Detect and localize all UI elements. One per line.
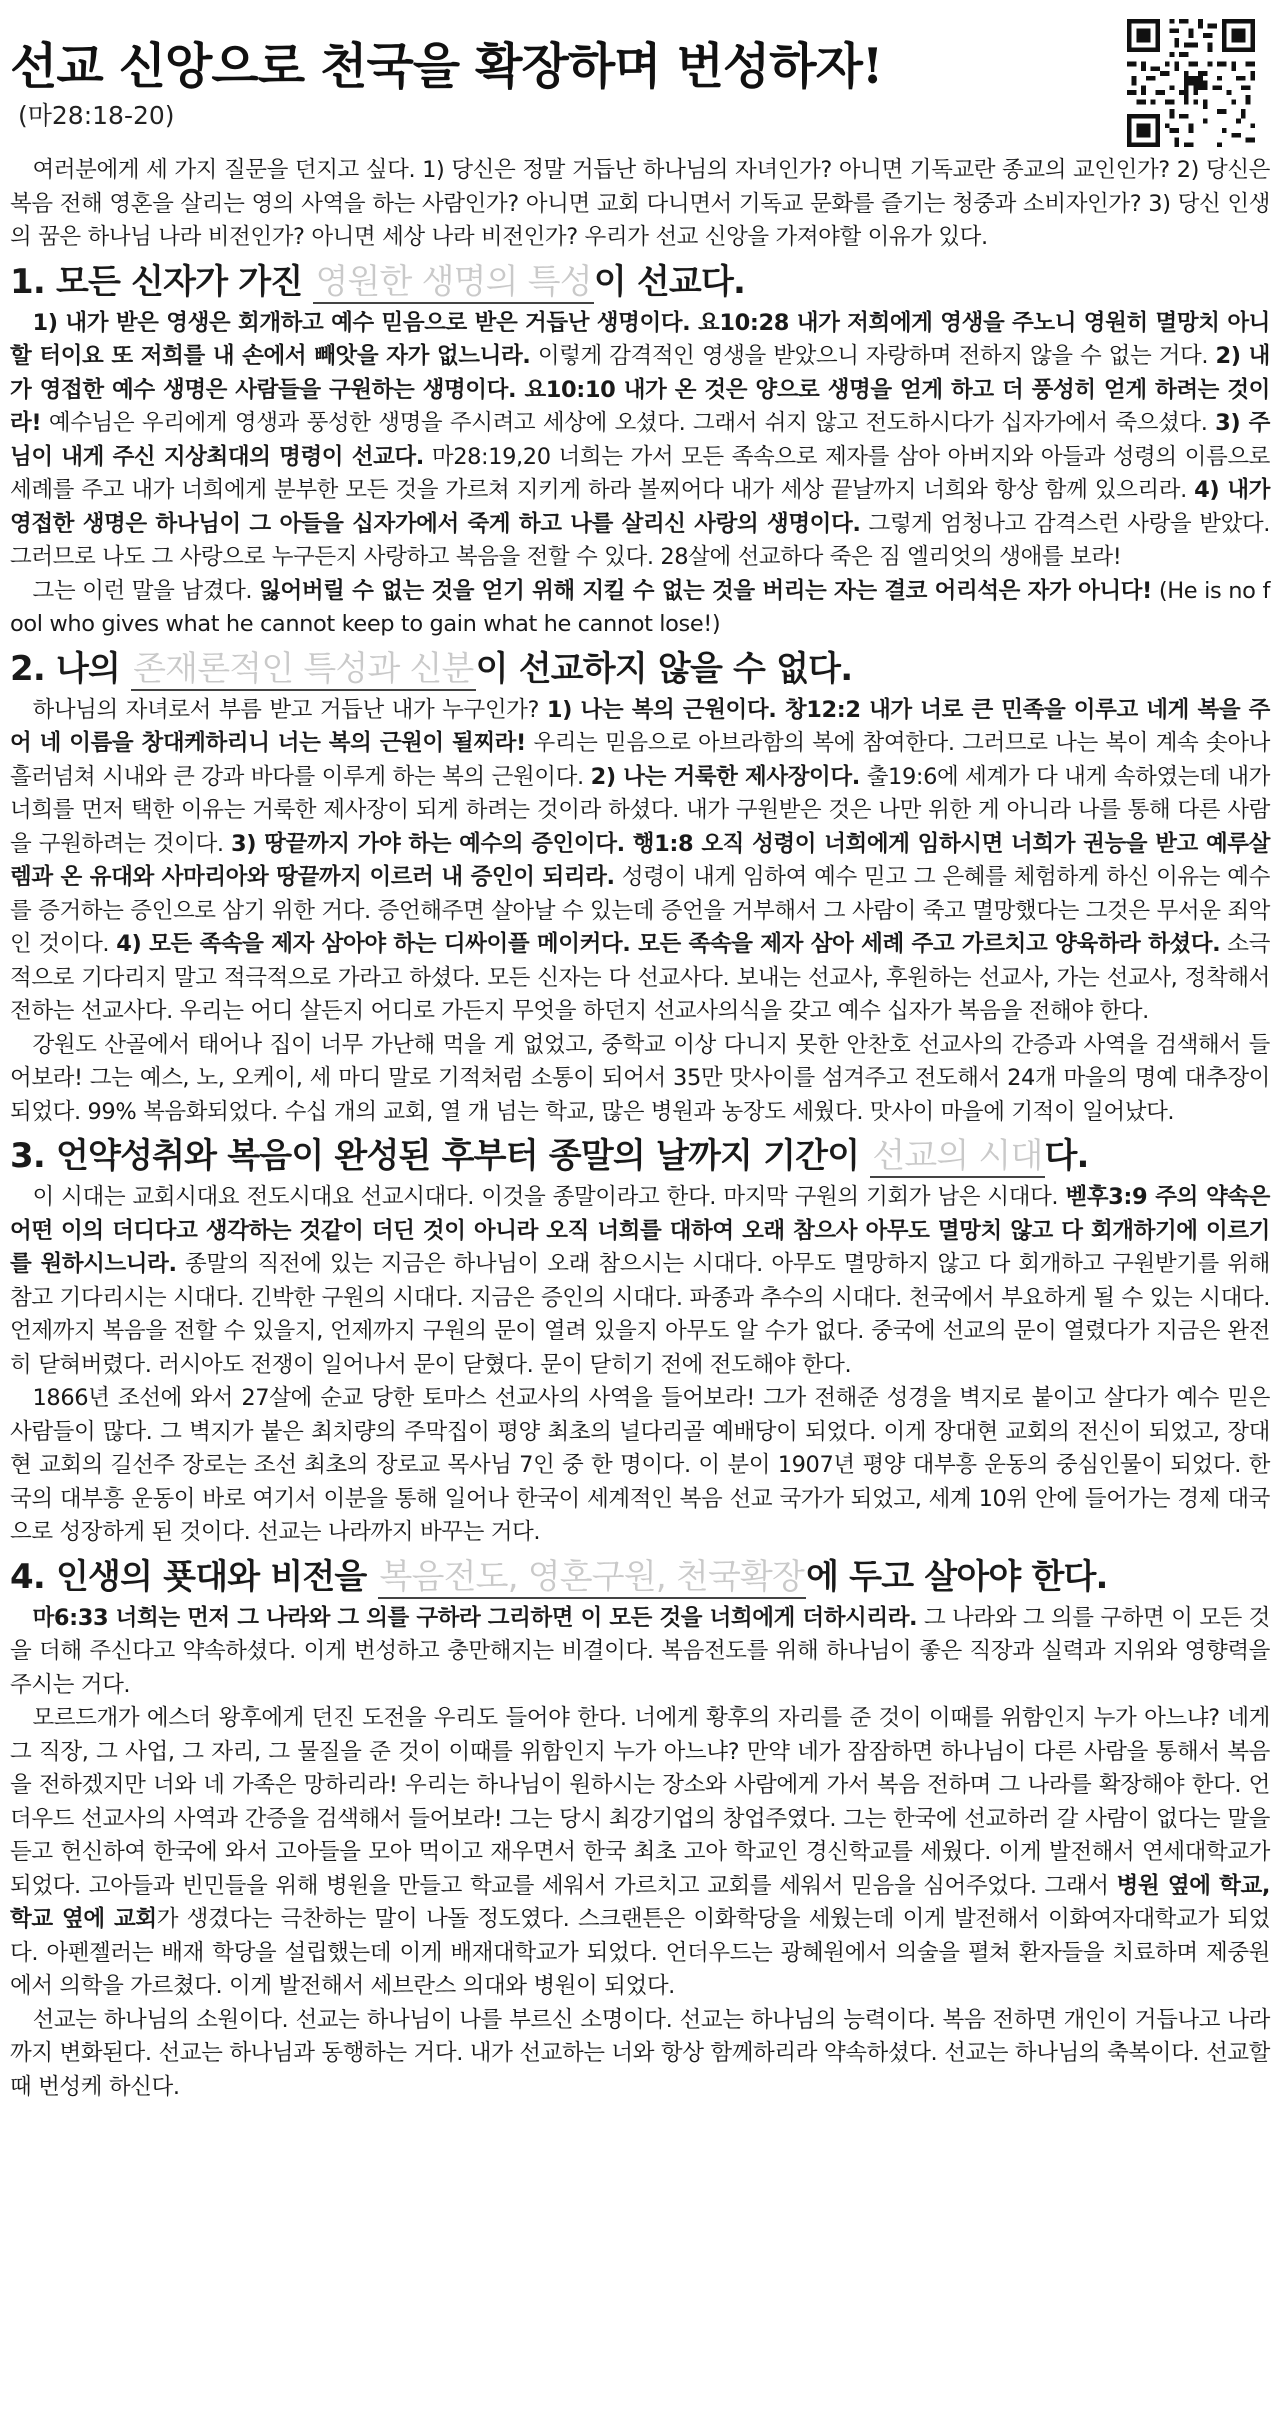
section-2-suffix: 이 선교하지 않을 수 없다. — [475, 648, 853, 689]
emphasis-text: 4) 내가 영접한 생명은 하나님이 그 아들을 십자가에서 죽게 하고 나를 살리신 사랑의 생명이다. — [10, 477, 1270, 537]
body-text: 출19:6에 세계가 다 내게 속하였는데 내가 너희를 먼저 택한 이유는 거룩한 제사장이 되게 하려는 것이라 하셨다. 내가 구원받은 것은 나만 위한 게 아니라 나를 통해 다른 사람을 구원하려는 것이다. — [10, 763, 1271, 857]
section-2-blank: 존재론적인 특성과 신분 — [133, 648, 474, 689]
body-text: 모르드개가 에스더 왕후에게 던진 도전을 우리도 들어야 한다. 너에게 황후의 자리를 준 것이 이때를 위함인지 누가 아느냐? 네게 그 직장, 그 사업, 그 자리, 그 물질을 준 것이 이때를 위함인지 누가 아느냐? 만약 네가 잠잠하면 하나님이 다른 사람을 통해서 복음을 전하겠지만 너와 네 가족은 망하리라! 우리는 하나님이 원하시는 장소와 사람에게 가서 복음 전하며 그 나라를 확장해야 한다. 언더우드 선교사의 사역과 간증을 검색해서 들어보라! 그는 당시 최강기업의 창업주였다. 그는 한국에 선교하러 갈 사람이 없다는 말을 듣고 헌신하여 한국에 와서 고아들을 모아 먹이고 재우면서 한국 최초 고아 학교인 경신학교를 세웠다. 이게 발전해서 연세대학교가 되었다. 고아들과 빈민들을 위해 병원을 만들고 학교를 세워서 가르치고 교회를 세워서 믿음을 심어주었다. 그래서 — [10, 1705, 1270, 1899]
body-text: 그는 이런 말을 남겼다. — [32, 577, 260, 604]
emphasis-text: 마6:33 너희는 먼저 그 나라와 그 의를 구하라 그리하면 이 모든 것을 너희에게 더하시리라. — [32, 1604, 918, 1631]
body-text: 우리는 믿음으로 아브라함의 복에 참여한다. 그러므로 나는 복이 계속 솟아나 흘러넘쳐 시내와 큰 강과 바다를 이루게 하는 복의 근원이다. — [10, 730, 1270, 790]
body-text: 가 생겼다는 극찬하는 말이 나돌 정도였다. 스크랜튼은 이화학당을 세웠는데 이게 발전해서 이화여자대학교가 되었다. 아펜젤러는 배재 학당을 설립했는데 이게 배재대학교가 되었다. 언더우드는 광혜원에서 의술을 펼쳐 환자들을 치료하며 제중원에서 의학을 가르쳤다. 이게 발전해서 세브란스 의대와 병원이 되었다. — [10, 1906, 1270, 1999]
section-1-paragraph-2 — [10, 575, 1270, 642]
section-4-paragraph-1 — [10, 1602, 1270, 1703]
body-text: 성령이 내게 임하여 예수 믿고 그 은혜를 체험하게 하신 이유는 예수를 증거하는 증인으로 삼기 위한 거다. 증언해주면 살아날 수 있는데 증언을 거부해서 그 사람이 죽고 멸망했다는 그것은 무서운 죄악인 것이다. — [10, 864, 1271, 957]
section-1-paragraph-1 — [10, 307, 1270, 575]
section-3-suffix: 다. — [1044, 1136, 1089, 1176]
body-text: 하나님의 자녀로서 부름 받고 거듭난 내가 누구인가? — [32, 696, 547, 723]
section-4-paragraph-3: 선교는 하나님의 소원이다. 선교는 하나님이 나를 부르신 소명이다. 선교는 하나님의 능력이다. 복음 전하면 개인이 거듭나고 나라까지 변화된다. 선교는 하나님과 동행하는 거다. 내가 선교하는 너와 항상 함께하리라 약속하셨다. 선교는 하나님의 축복이다. 선교할 때 번성케 하신다. — [10, 2006, 1271, 2100]
section-3-blank: 선교의 시대 — [872, 1136, 1043, 1176]
body-text: (He is no fool who gives what he cannot keep to gain what he cannot lose!) — [10, 577, 1271, 637]
emphasis-text: 3) 주님이 내게 주신 지상최대의 명령이 선교다. — [10, 410, 1270, 470]
section-4-blank: 복음전도, 영혼구원, 천국확장 — [379, 1556, 805, 1597]
header — [10, 18, 1270, 148]
section-4-heading — [10, 1556, 1270, 1598]
page-title: 선교 신앙으로 천국을 확장하며 번성하자! — [10, 37, 883, 95]
body-text: 소극적으로 기다리지 말고 적극적으로 가라고 하셨다. 모든 신자는 다 선교사다. 보내는 선교사, 후원하는 선교사, 가는 선교사, 정착해서 전하는 선교사다. 우리는 어디 살든지 어디로 가든지 무엇을 하던지 선교사의식을 갖고 예수 십자가 복음을 전해야 한다. — [10, 931, 1270, 1024]
section-2-paragraph-1 — [10, 694, 1270, 1029]
section-3-paragraph-1 — [10, 1181, 1270, 1382]
section-4-paragraph-2 — [10, 1702, 1270, 2004]
section-1-prefix: 1. 모든 신자가 가진 — [10, 261, 314, 302]
emphasis-text: 벧후3:9 주의 약속은 어떤 이의 더디다고 생각하는 것같이 더딘 것이 아니라 오직 너희를 대하여 오래 참으사 아무도 멸망치 않고 다 회개하기에 이르기를 원하시느니라. — [10, 1184, 1270, 1277]
emphasis-text: 2) 내가 영접한 예수 생명은 사람들을 구원하는 생명이다. 요10:10 내가 온 것은 양으로 생명을 얻게 하고 더 풍성히 얻게 하려는 것이라! — [10, 343, 1270, 436]
emphasis-text: 잃어버릴 수 없는 것을 얻기 위해 지킬 수 없는 것을 버리는 자는 결코 어리석은 자가 아니다! — [259, 577, 1152, 604]
section-4-suffix: 에 두고 살아야 한다. — [806, 1556, 1108, 1597]
section-1-blank: 영원한 생명의 특성 — [315, 261, 592, 302]
body-text: 그 나라와 그 의를 구하면 이 모든 것을 더해 주신다고 약속하셨다. 이게 번성하고 충만해지는 비결이다. 복음전도를 위해 하나님이 좋은 직장과 실력과 지위와 영향력을 주시는 거다. — [10, 1604, 1270, 1698]
section-4-prefix: 4. 인생의 푯대와 비전을 — [10, 1556, 378, 1597]
section-1-suffix: 이 선교다. — [593, 261, 746, 302]
intro-paragraph: 여러분에게 세 가지 질문을 던지고 싶다. 1) 당신은 정말 거듭난 하나님의 자녀인가? 아니면 기독교란 종교의 교인인가? 2) 당신은 복음 전해 영혼을 살리는 영의 사역을 하는 사람인가? 아니면 교회 다니면서 기독교 문화를 즐기는 청중과 소비자인가? 3) 당신 인생의 꿈은 하나님 나라 비전인가? 아니면 세상 나라 비전인가? 우리가 선교 신앙을 가져야할 이유가 있다. — [10, 157, 1270, 250]
section-1-heading — [10, 261, 1270, 303]
emphasis-text: 1) 나는 복의 근원이다. 창12:2 내가 너로 큰 민족을 이루고 네게 복을 주어 네 이름을 창대케하리니 너는 복의 근원이 될찌라! — [10, 696, 1270, 756]
emphasis-text: 2) 나는 거룩한 제사장이다. — [590, 763, 860, 790]
emphasis-text: 병원 옆에 학교, 학교 옆에 교회 — [10, 1872, 1270, 1932]
body-text: 이렇게 감격적인 영생을 받았으니 자랑하며 전하지 않을 수 없는 거다. — [530, 343, 1216, 369]
emphasis-text: 4) 모든 족속을 제자 삼아야 하는 디싸이플 메이커다. 모든 족속을 제자 삼아 세례 주고 가르치고 양육하라 하셨다. — [116, 931, 1221, 957]
body-text: 예수님은 우리에게 영생과 풍성한 생명을 주시려고 세상에 오셨다. 그래서 쉬지 않고 전도하시다가 십자가에서 죽으셨다. — [41, 410, 1216, 436]
body-text: 이 시대는 교회시대요 전도시대요 선교시대다. 이것을 종말이라고 한다. 마지막 구원의 기회가 남은 시대다. — [32, 1184, 1066, 1210]
qr-code-icon[interactable] — [1122, 14, 1260, 152]
scripture-reference: (마28:18-20) — [18, 100, 175, 130]
section-3-prefix: 3. 언약성취와 복음이 완성된 후부터 종말의 날까지 기간이 — [10, 1136, 871, 1176]
section-3-paragraph-2: 1866년 조선에 와서 27살에 순교 당한 토마스 선교사의 사역을 들어보라! 그가 전해준 성경을 벽지로 붙이고 살다가 예수 믿은 사람들이 많다. 그 벽지가 붙은 최치량의 주막집이 평양 최초의 널다리골 예배당이 되었다. 이게 장대현 교회의 전신이 되었고, 장대현 교회의 길선주 장로는 조선 최초의 장로교 목사님 7인 중 한 명이다. 이 분이 1907년 평양 대부흥 운동의 중심인물이 되었다. 한국의 대부흥 운동이 바로 여기서 이분을 통해 일어나 한국이 세계적인 복음 선교 국가가 되었고, 세계 10위 안에 들어가는 경제 대국으로 성장하게 된 것이다. 선교는 나라까지 바꾸는 거다. — [10, 1385, 1270, 1545]
sermon-content — [10, 154, 1270, 2104]
emphasis-text: 1) 내가 받은 영생은 회개하고 예수 믿음으로 받은 거듭난 생명이다. 요10:28 내가 저희에게 영생을 주노니 영원히 멸망치 아니할 터이요 또 저희를 내 손에서 빼앗을 자가 없느니라. — [10, 309, 1270, 369]
emphasis-text: 3) 땅끝까지 가야 하는 예수의 증인이다. 행1:8 오직 성령이 너희에게 임하시면 너희가 권능을 받고 예루살렘과 온 유대와 사마리아와 땅끝까지 이르러 내 증인이 되리라. — [10, 830, 1270, 890]
body-text: 그렇게 엄청나고 감격스런 사랑을 받았다. 그러므로 나도 그 사랑으로 누구든지 사랑하고 복음을 전할 수 있다. 28살에 선교하다 죽은 짐 엘리엇의 생애를 보라! — [10, 510, 1271, 570]
section-2-heading — [10, 648, 1270, 690]
section-2-prefix: 2. 나의 — [10, 648, 132, 689]
section-3-heading — [10, 1135, 1270, 1177]
body-text: 마28:19,20 너희는 가서 모든 족속으로 제자를 삼아 아버지와 아들과 성령의 이름으로 세례를 주고 내가 너희에게 분부한 모든 것을 가르쳐 지키게 하라 볼찌어다 내가 세상 끝날까지 너희와 항상 함께 있으리라. — [10, 443, 1270, 503]
section-2-paragraph-2: 강원도 산골에서 태어나 집이 너무 가난해 먹을 게 없었고, 중학교 이상 다니지 못한 안찬호 선교사의 간증과 사역을 검색해서 들어보라! 그는 예스, 노, 오케이, 세 마디 말로 기적처럼 소통이 되어서 35만 맛사이를 섬겨주고 전도해서 24개 마을의 명예 대추장이 되었다. 99% 복음화되었다. 수십 개의 교회, 열 개 넘는 학교, 많은 병원과 농장도 세웠다. 맛사이 마을에 기적이 일어났다. — [10, 1031, 1270, 1125]
body-text: 종말의 직전에 있는 지금은 하나님이 오래 참으시는 시대다. 아무도 멸망하지 않고 다 회개하고 구원받기를 위해 참고 기다리시는 시대다. 긴박한 구원의 시대다. 지금은 증인의 시대다. 파종과 추수의 시대다. 천국에서 부요하게 될 수 있는 시대다. 언제까지 복음을 전할 수 있을지, 언제까지 구원의 문이 열려 있을지 아무도 알 수가 없다. 중국에 선교의 문이 열렸다가 지금은 완전히 닫혀버렸다. 러시아도 전쟁이 일어나서 문이 닫혔다. 문이 닫히기 전에 전도해야 한다. — [10, 1251, 1270, 1378]
